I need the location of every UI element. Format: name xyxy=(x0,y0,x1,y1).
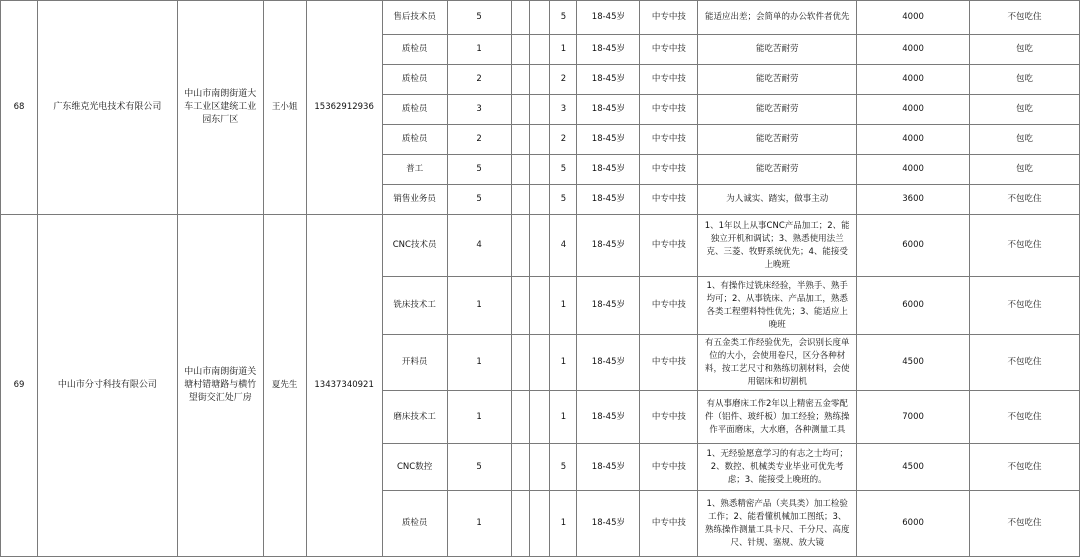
job-title: 质检员 xyxy=(382,125,447,155)
job-count: 2 xyxy=(447,65,511,95)
job-count: 1 xyxy=(447,391,511,444)
job-requirements: 能吃苦耐劳 xyxy=(698,35,857,65)
job-education: 中专中技 xyxy=(640,155,698,185)
job-education: 中专中技 xyxy=(640,65,698,95)
job-board: 不包吃住 xyxy=(970,444,1080,491)
job-requirements: 有从事磨床工作2年以上精密五金零配件（铝件、玻纤板）加工经验；熟练操作平面磨床，大水磨，各种测量工具 xyxy=(698,391,857,444)
job-requirements: 能吃苦耐劳 xyxy=(698,95,857,125)
job-education: 中专中技 xyxy=(640,35,698,65)
job-requirements: 1、无经验愿意学习的有志之士均可；2、数控、机械类专业毕业可优先考虑；3、能接受上晚班的。 xyxy=(698,444,857,491)
job-count: 4 xyxy=(447,215,511,277)
job-title: 销售业务员 xyxy=(382,185,447,215)
job-requirements: 能适应出差；会简单的办公软件者优先 xyxy=(698,1,857,35)
empty-cell xyxy=(511,155,530,185)
job-title: CNC数控 xyxy=(382,444,447,491)
row-number: 69 xyxy=(1,215,38,557)
job-board: 包吃 xyxy=(970,65,1080,95)
empty-cell xyxy=(511,215,530,277)
empty-cell xyxy=(530,444,550,491)
job-total: 5 xyxy=(550,155,577,185)
job-age: 18-45岁 xyxy=(577,95,640,125)
job-salary: 4000 xyxy=(857,155,970,185)
empty-cell xyxy=(511,35,530,65)
contact-phone: 15362912936 xyxy=(306,1,382,215)
job-total: 5 xyxy=(550,444,577,491)
job-salary: 4000 xyxy=(857,95,970,125)
job-board: 不包吃住 xyxy=(970,335,1080,391)
job-board: 包吃 xyxy=(970,125,1080,155)
company-address: 中山市南朗街道大车工业区建统工业园东厂区 xyxy=(177,1,263,215)
job-education: 中专中技 xyxy=(640,444,698,491)
job-board: 不包吃住 xyxy=(970,215,1080,277)
job-count: 1 xyxy=(447,491,511,557)
job-board: 不包吃住 xyxy=(970,277,1080,335)
job-board: 不包吃住 xyxy=(970,491,1080,557)
empty-cell xyxy=(511,95,530,125)
empty-cell xyxy=(511,444,530,491)
job-total: 4 xyxy=(550,215,577,277)
job-requirements: 有五金类工作经验优先，会识别长度单位的大小，会使用卷尺，区分各种材料，按工艺尺寸和熟练切割材料，会使用锯床和切割机 xyxy=(698,335,857,391)
job-board: 包吃 xyxy=(970,95,1080,125)
job-total: 1 xyxy=(550,335,577,391)
job-age: 18-45岁 xyxy=(577,125,640,155)
job-total: 2 xyxy=(550,125,577,155)
job-total: 2 xyxy=(550,65,577,95)
empty-cell xyxy=(530,185,550,215)
job-count: 5 xyxy=(447,444,511,491)
empty-cell xyxy=(530,335,550,391)
job-salary: 4000 xyxy=(857,125,970,155)
job-title: 质检员 xyxy=(382,95,447,125)
empty-cell xyxy=(511,65,530,95)
job-salary: 6000 xyxy=(857,277,970,335)
job-education: 中专中技 xyxy=(640,185,698,215)
empty-cell xyxy=(530,391,550,444)
empty-cell xyxy=(530,215,550,277)
job-total: 5 xyxy=(550,1,577,35)
row-number: 68 xyxy=(1,1,38,215)
company-name: 中山市分寸科技有限公司 xyxy=(37,215,177,557)
job-title: 质检员 xyxy=(382,491,447,557)
job-education: 中专中技 xyxy=(640,95,698,125)
empty-cell xyxy=(511,491,530,557)
empty-cell xyxy=(530,277,550,335)
empty-cell xyxy=(511,391,530,444)
contact-person: 王小姐 xyxy=(263,1,306,215)
empty-cell xyxy=(530,155,550,185)
job-count: 5 xyxy=(447,155,511,185)
job-salary: 4500 xyxy=(857,444,970,491)
job-count: 1 xyxy=(447,35,511,65)
job-age: 18-45岁 xyxy=(577,1,640,35)
empty-cell xyxy=(511,277,530,335)
job-age: 18-45岁 xyxy=(577,155,640,185)
job-total: 1 xyxy=(550,277,577,335)
job-count: 5 xyxy=(447,185,511,215)
job-education: 中专中技 xyxy=(640,125,698,155)
job-age: 18-45岁 xyxy=(577,35,640,65)
job-requirements: 能吃苦耐劳 xyxy=(698,125,857,155)
empty-cell xyxy=(530,65,550,95)
job-salary: 6000 xyxy=(857,491,970,557)
job-title: 开料员 xyxy=(382,335,447,391)
job-total: 1 xyxy=(550,491,577,557)
job-total: 5 xyxy=(550,185,577,215)
job-salary: 4000 xyxy=(857,35,970,65)
empty-cell xyxy=(530,95,550,125)
contact-phone: 13437340921 xyxy=(306,215,382,557)
empty-cell xyxy=(530,35,550,65)
job-education: 中专中技 xyxy=(640,1,698,35)
company-name: 广东维克光电技术有限公司 xyxy=(37,1,177,215)
job-title: 普工 xyxy=(382,155,447,185)
job-age: 18-45岁 xyxy=(577,335,640,391)
job-requirements: 1、1年以上从事CNC产品加工；2、能独立开机和调试；3、熟悉使用法兰克、三菱、牧野系统优先；4、能接受上晚班 xyxy=(698,215,857,277)
empty-cell xyxy=(530,125,550,155)
job-title: 铣床技术工 xyxy=(382,277,447,335)
job-board: 包吃 xyxy=(970,35,1080,65)
table-row xyxy=(1,215,1080,277)
job-requirements: 能吃苦耐劳 xyxy=(698,155,857,185)
job-salary: 4500 xyxy=(857,335,970,391)
empty-cell xyxy=(511,185,530,215)
job-count: 2 xyxy=(447,125,511,155)
job-age: 18-45岁 xyxy=(577,65,640,95)
job-salary: 6000 xyxy=(857,215,970,277)
job-title: 磨床技术工 xyxy=(382,391,447,444)
job-education: 中专中技 xyxy=(640,215,698,277)
job-salary: 4000 xyxy=(857,65,970,95)
job-salary: 4000 xyxy=(857,1,970,35)
job-title: 质检员 xyxy=(382,65,447,95)
job-age: 18-45岁 xyxy=(577,391,640,444)
empty-cell xyxy=(530,1,550,35)
job-requirements: 1、有操作过铣床经验，半熟手、熟手均可；2、从事铣床、产品加工，熟悉各类工程塑料特性优先；3、能适应上晚班 xyxy=(698,277,857,335)
table-row xyxy=(1,1,1080,35)
job-salary: 3600 xyxy=(857,185,970,215)
job-title: CNC技术员 xyxy=(382,215,447,277)
job-title: 售后技术员 xyxy=(382,1,447,35)
empty-cell xyxy=(511,335,530,391)
job-title: 质检员 xyxy=(382,35,447,65)
empty-cell xyxy=(511,1,530,35)
job-age: 18-45岁 xyxy=(577,491,640,557)
job-requirements: 1、熟悉精密产品（夹具类）加工检验工作；2、能看懂机械加工图纸；3、熟练操作测量工具卡尺、千分尺、高度尺、针规、塞规、放大镜 xyxy=(698,491,857,557)
contact-person: 夏先生 xyxy=(263,215,306,557)
job-board: 包吃 xyxy=(970,155,1080,185)
job-total: 3 xyxy=(550,95,577,125)
job-education: 中专中技 xyxy=(640,391,698,444)
job-count: 1 xyxy=(447,335,511,391)
job-age: 18-45岁 xyxy=(577,185,640,215)
job-board: 不包吃住 xyxy=(970,391,1080,444)
job-requirements: 能吃苦耐劳 xyxy=(698,65,857,95)
job-age: 18-45岁 xyxy=(577,277,640,335)
job-age: 18-45岁 xyxy=(577,444,640,491)
job-education: 中专中技 xyxy=(640,491,698,557)
job-count: 3 xyxy=(447,95,511,125)
job-board: 不包吃住 xyxy=(970,1,1080,35)
job-count: 5 xyxy=(447,1,511,35)
company-address: 中山市南朗街道关塘村错塘路与横竹望街交汇处厂房 xyxy=(177,215,263,557)
job-requirements: 为人诚实、踏实，做事主动 xyxy=(698,185,857,215)
job-count: 1 xyxy=(447,277,511,335)
job-age: 18-45岁 xyxy=(577,215,640,277)
job-education: 中专中技 xyxy=(640,335,698,391)
empty-cell xyxy=(530,491,550,557)
job-salary: 7000 xyxy=(857,391,970,444)
job-total: 1 xyxy=(550,35,577,65)
empty-cell xyxy=(511,125,530,155)
job-board: 不包吃住 xyxy=(970,185,1080,215)
job-total: 1 xyxy=(550,391,577,444)
job-education: 中专中技 xyxy=(640,277,698,335)
